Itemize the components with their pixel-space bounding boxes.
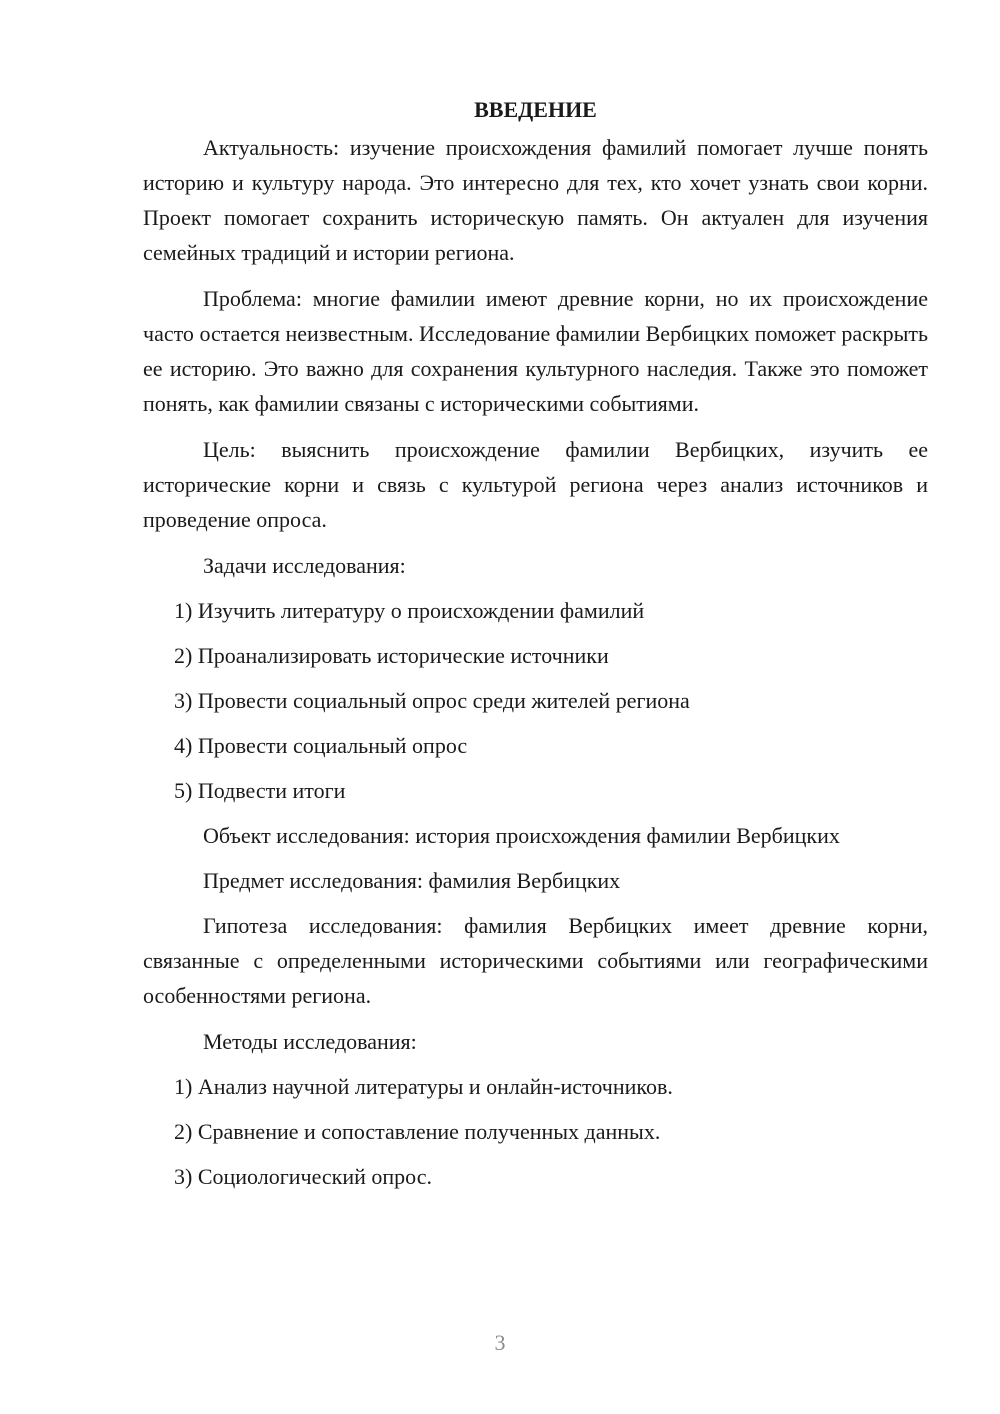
goal-paragraph: Цель: выяснить происхождение фамилии Вербицких, изучить ее исторические корни и связь с культурой региона через анализ источников и проведение опроса. xyxy=(143,437,928,532)
list-item: 5) Подвести итоги xyxy=(174,778,346,803)
list-item: 4) Провести социальный опрос xyxy=(174,733,468,758)
list-item: 3) Социологический опрос. xyxy=(174,1164,432,1189)
subject-line: Предмет исследования: фамилия Вербицких xyxy=(203,868,621,893)
list-item: 2) Сравнение и сопоставление полученных данных. xyxy=(174,1119,661,1144)
hypothesis-paragraph: Гипотеза исследования: фамилия Вербицких имеет древние корни, связанные с определенными историческими событиями или географическими особенностями региона. xyxy=(143,913,928,1008)
tasks-heading: Задачи исследования: xyxy=(203,553,406,578)
document-page xyxy=(143,92,928,1204)
problem-paragraph: Проблема: многие фамилии имеют древние корни, но их происхождение часто остается неизвестным. Исследование фамилии Вербицких поможет раскрыть ее историю. Это важно для сохранения культурного наследия. Также это поможет понять, как фамилии связаны с историческими событиями. xyxy=(143,286,928,416)
list-item: 2) Проанализировать исторические источники xyxy=(174,643,609,668)
list-item: 1) Изучить литературу о происхождении фамилий xyxy=(174,598,645,623)
list-item: 3) Провести социальный опрос среди жителей региона xyxy=(174,688,690,713)
methods-list xyxy=(143,1069,928,1194)
methods-heading: Методы исследования: xyxy=(203,1029,417,1054)
relevance-paragraph: Актуальность: изучение происхождения фамилий помогает лучше понять историю и культуру народа. Это интересно для тех, кто хочет узнать свои корни. Проект помогает сохранить историческую память. Он актуален для изучения семейных традиций и истории региона. xyxy=(143,135,928,265)
tasks-list xyxy=(143,593,928,808)
object-line: Объект исследования: история происхождения фамилии Вербицких xyxy=(203,823,840,848)
section-title: ВВЕДЕНИЕ xyxy=(474,97,597,122)
page-number: 3 xyxy=(494,1330,506,1355)
list-item: 1) Анализ научной литературы и онлайн-источников. xyxy=(174,1074,673,1099)
